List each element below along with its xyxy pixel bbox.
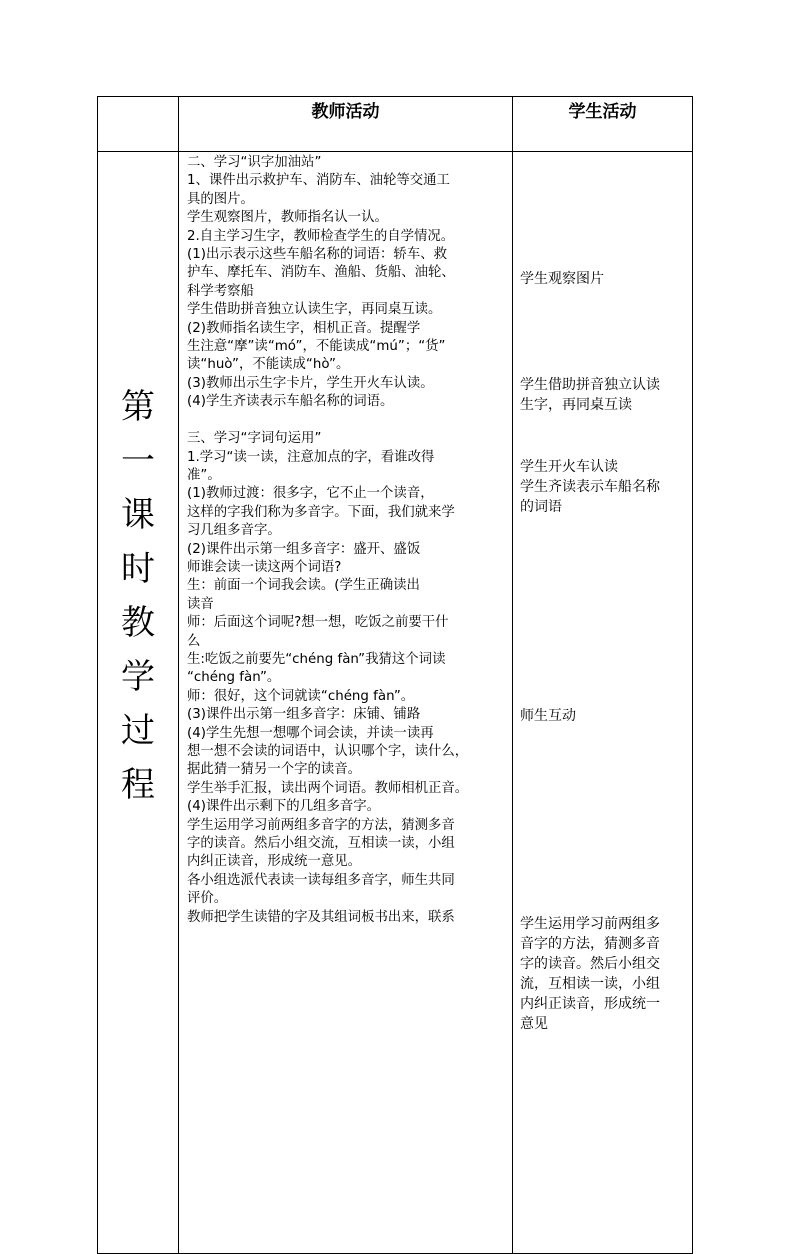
content-row [98, 152, 693, 1254]
student-text-line: 师生互动 [520, 708, 576, 724]
side-title-char: 程 [121, 765, 155, 805]
teacher-text-line: 生注意“摩”读“mó”，不能读成“mú”；“货” [187, 339, 446, 355]
student-activity-heading: 学生活动 [568, 102, 637, 122]
teacher-text-line: 评价。 [187, 891, 228, 907]
header-empty-cell [98, 97, 179, 152]
teacher-text-line: 读“huò”，不能读成“hò”。 [187, 357, 350, 373]
student-text-line: 学生开火车认读 [520, 459, 618, 475]
student-block-group-work [520, 914, 686, 1034]
teacher-activity-header [179, 97, 513, 152]
student-text-line: 字的读音。然后小组交 [520, 956, 660, 972]
teacher-text-line: (3)教师出示生字卡片，学生开火车认读。 [187, 375, 434, 391]
side-title-char: 教 [121, 603, 155, 643]
student-text-line: 学生观察图片 [520, 271, 604, 287]
side-title-cell [98, 152, 179, 1254]
student-text-line: 音字的方法，猜测多音 [520, 936, 660, 952]
teacher-text-line: 字的读音。然后小组交流，互相读一读，小组 [187, 836, 455, 852]
teacher-text-line: 学生观察图片，教师指名认一认。 [187, 210, 388, 226]
student-activity-header [513, 97, 693, 152]
teacher-text-line: (2)课件出示第一组多音字：盛开、盛饭 [187, 541, 421, 557]
student-text-line: 生字，再同桌互读 [520, 397, 632, 413]
side-title-char: 时 [121, 549, 155, 589]
side-title-char: 课 [121, 495, 155, 535]
teacher-text-line: 二、学习“识字加油站” [187, 155, 322, 170]
teacher-text-line: 读音 [187, 596, 214, 612]
teacher-text-line: 科学考察船 [187, 283, 254, 299]
teacher-text-line: 1、课件出示救护车、消防车、油轮等交通工 [187, 173, 450, 189]
teacher-text-line: 具的图片。 [187, 191, 254, 207]
student-activity-cell [513, 152, 693, 1254]
teacher-text-line [187, 412, 506, 430]
teacher-text-line: 学生借助拼音独立认读生字，再同桌互读。 [187, 302, 442, 318]
teacher-text-line: 想一想不会读的词语中，认识哪个字，读什么， [187, 744, 469, 759]
student-text-line: 意见 [520, 1016, 548, 1032]
teacher-text-line: “chéng fàn”。 [187, 670, 281, 686]
teacher-text-line: (1)出示表示这些车船名称的词语：轿车、救 [187, 247, 447, 263]
teacher-text-line: 生：前面一个词我会读。(学生正确读出 [187, 578, 420, 594]
teacher-text-line: 学生运用学习前两组多音字的方法，猜测多音 [187, 817, 455, 833]
student-text-line: 的词语 [520, 499, 562, 515]
side-title-char: 一 [121, 441, 155, 481]
teacher-activity-heading: 教师活动 [311, 102, 380, 122]
lesson-plan-table [97, 96, 693, 1254]
teacher-text-line: 2.自主学习生字，教师检查学生的自学情况。 [187, 228, 455, 244]
student-text-line: 学生借助拼音独立认读 [520, 377, 660, 393]
student-block-self-read [520, 375, 686, 415]
teacher-text-line: 三、学习“字词句运用” [187, 431, 322, 447]
teacher-text-line: 教师把学生读错的字及其组词板书出来，联系 [187, 909, 455, 925]
teacher-text-line: (4)学生齐读表示车船名称的词语。 [187, 394, 394, 410]
teacher-text-line: 习几组多音字。 [187, 523, 281, 539]
teacher-text-line: 这样的字我们称为多音字。下面，我们就来学 [187, 504, 455, 520]
student-text-line: 内纠正读音，形成统一 [520, 996, 660, 1012]
teacher-text-line: 师：后面这个词呢?想一想，吃饭之前要干什 [187, 615, 449, 631]
teacher-text-line: (4)课件出示剩下的几组多音字。 [187, 799, 381, 815]
student-text-line: 学生齐读表示车船名称 [520, 479, 660, 495]
teacher-text-line: 准”。 [187, 467, 221, 483]
student-block-observe [520, 269, 686, 289]
student-text-line: 学生运用学习前两组多 [520, 916, 660, 932]
teacher-text-line: 师：很好，这个词就读“chéng fàn”。 [187, 688, 415, 704]
teacher-text-line: (2)教师指名读生字，相机正音。提醒学 [187, 320, 421, 336]
student-block-interaction [520, 706, 686, 726]
side-title-char: 第 [121, 387, 155, 427]
teacher-text-line: 各小组选派代表读一读每组多音字，师生共同 [187, 872, 455, 888]
teacher-text-line: (1)教师过渡：很多字，它不止一个读音， [187, 486, 434, 502]
teacher-text-line: (3)课件出示第一组多音字：床铺、铺路 [187, 707, 421, 723]
teacher-text-line: 1.学习“读一读，注意加点的字，看谁改得 [187, 449, 435, 465]
student-text-line: 流，互相读一读，小组 [520, 976, 660, 992]
header-row [98, 97, 693, 152]
teacher-text-line: 学生举手汇报，读出两个词语。教师相机正音。 [187, 780, 469, 796]
student-block-train-read [520, 457, 686, 517]
teacher-text-line: 护车、摩托车、消防车、渔船、货船、油轮、 [187, 265, 455, 281]
teacher-text-line: 师谁会读一读这两个词语? [187, 559, 342, 575]
teacher-text-line: 么 [187, 633, 201, 649]
teacher-text-line: (4)学生先想一想哪个词会读，并读一读再 [187, 725, 434, 741]
teacher-text-line: 内纠正读音，形成统一意见。 [187, 854, 362, 870]
teacher-text-line: 生:吃饭之前要先“chéng fàn”我猜这个词读 [187, 651, 446, 667]
side-title-char: 过 [121, 711, 155, 751]
side-title-char: 学 [121, 657, 155, 697]
teacher-text-line: 据此猜一猜另一个字的读音。 [187, 762, 362, 778]
teacher-activity-cell [179, 152, 513, 1254]
